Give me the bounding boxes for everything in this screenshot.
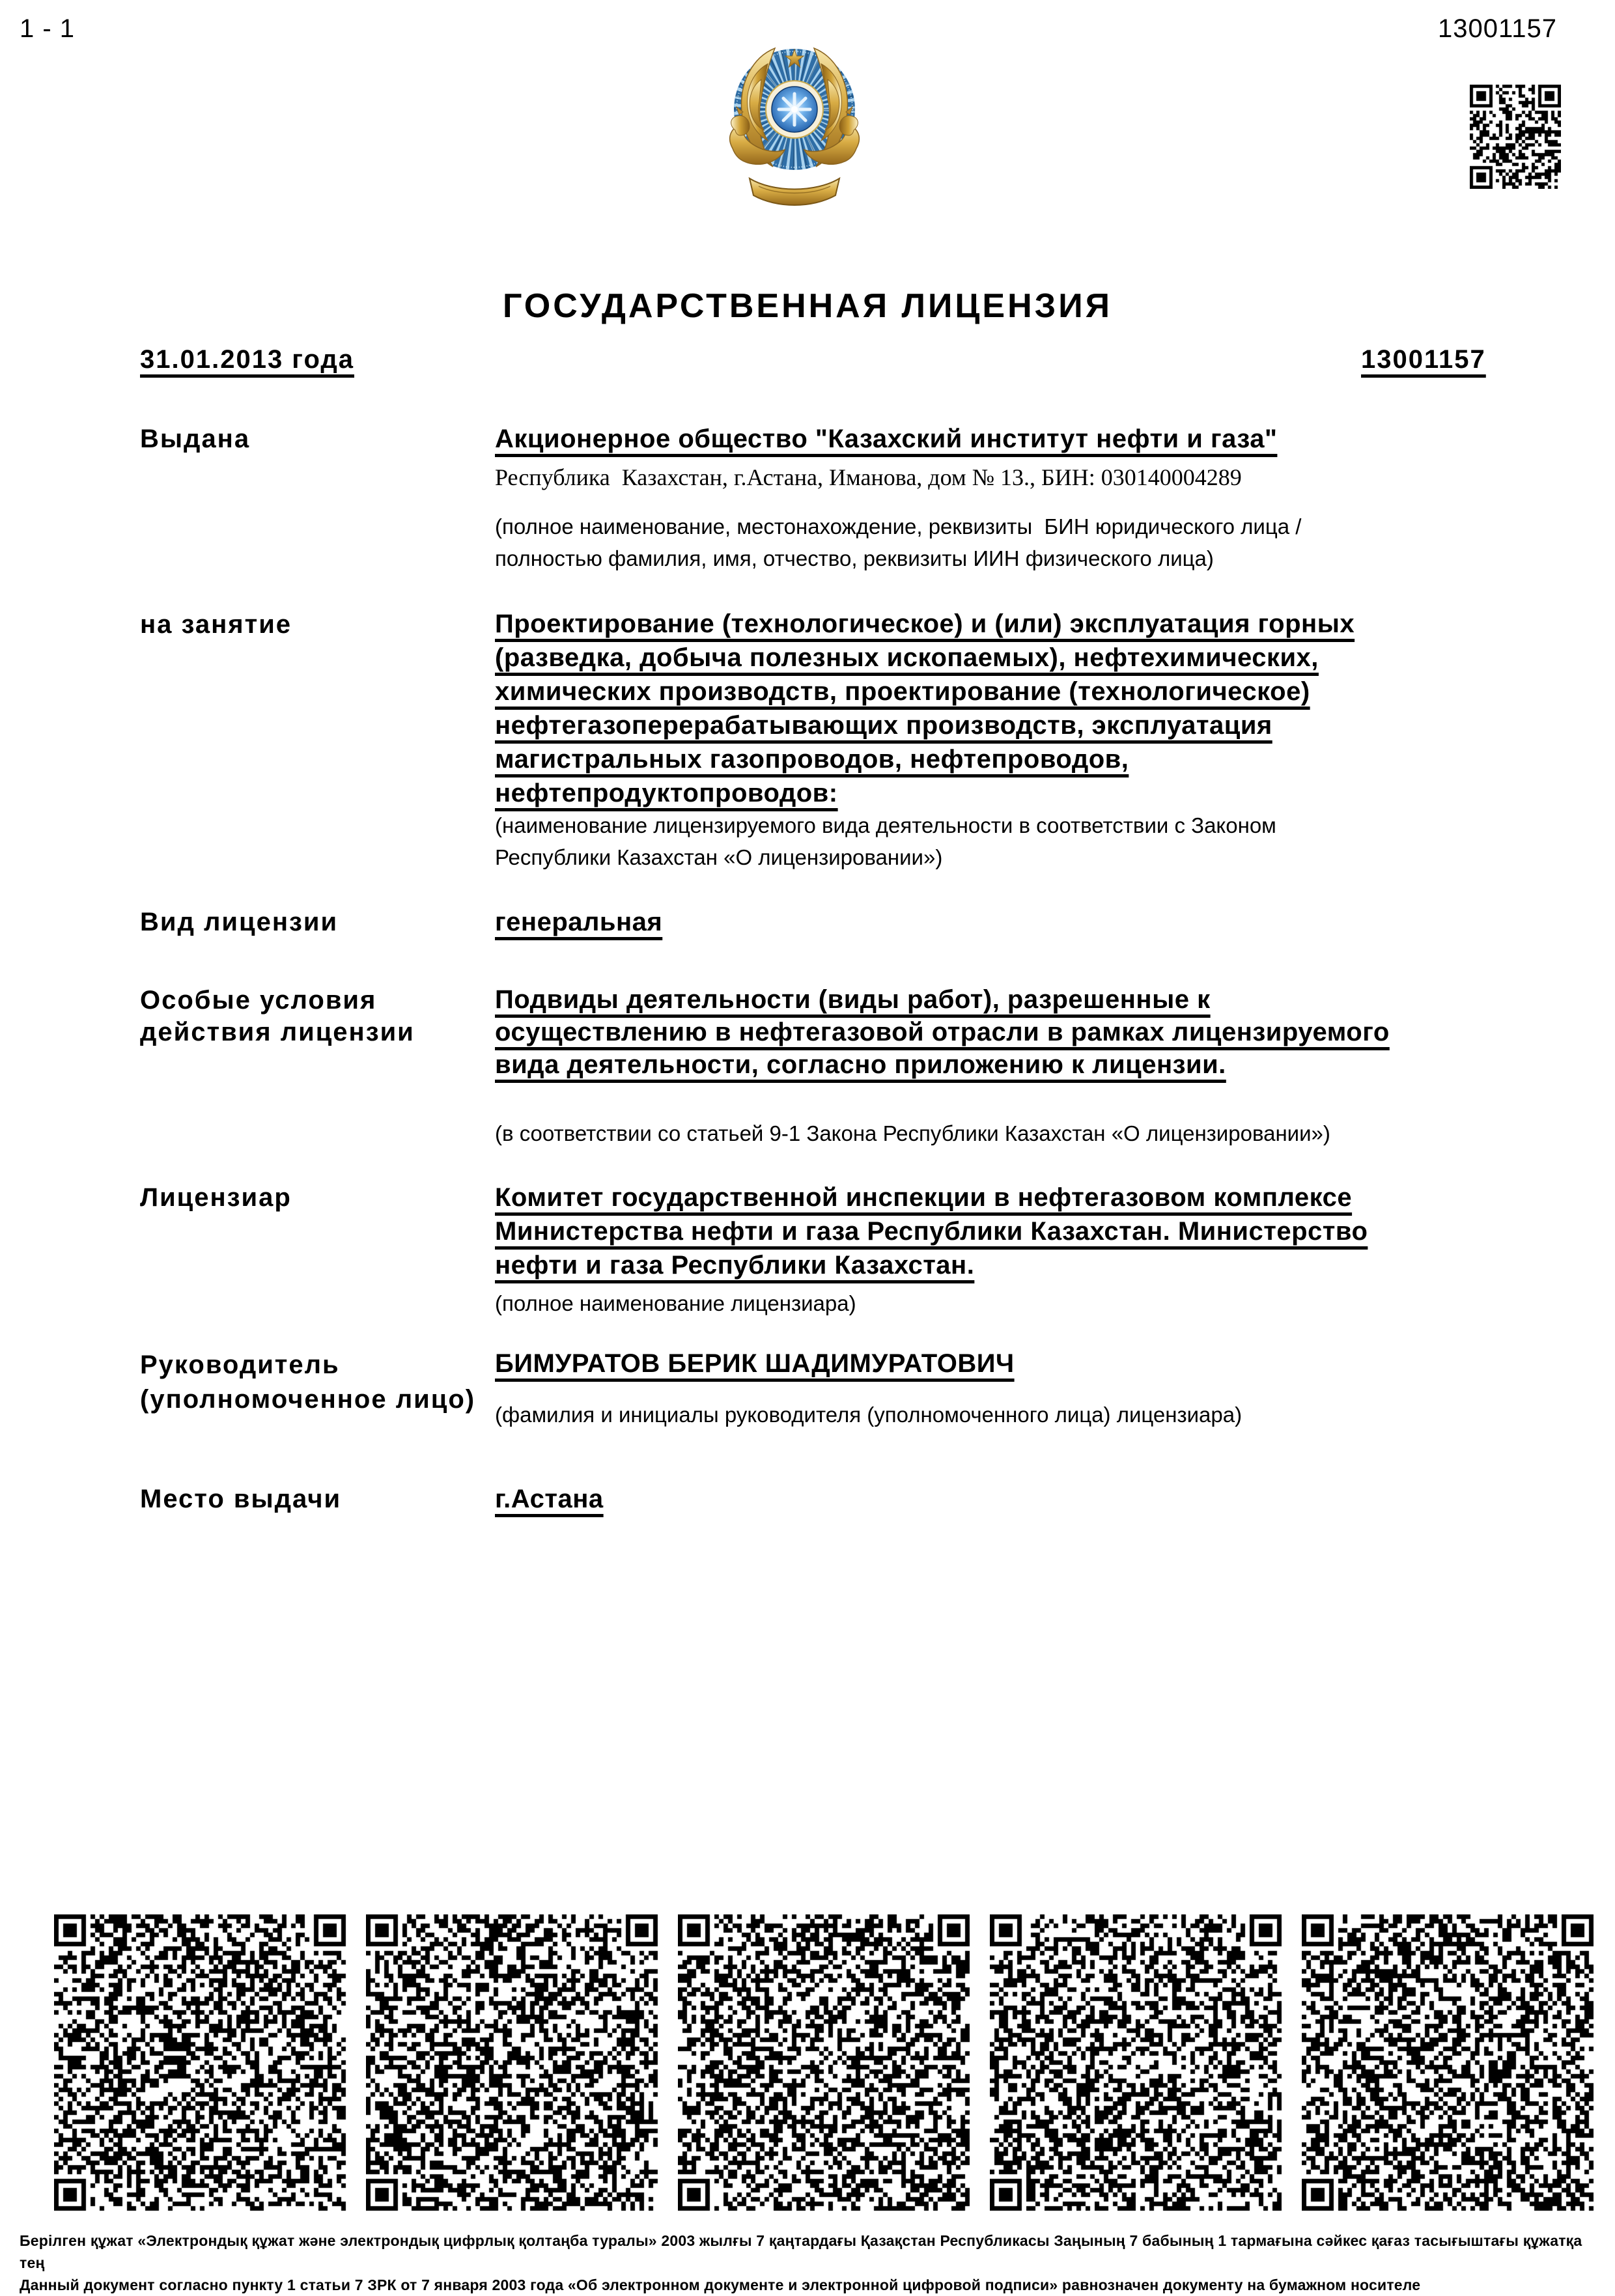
conditions-label bbox=[140, 985, 415, 1048]
note-line: (наименование лицензируемого вида деятельности в соответствии с Законом bbox=[495, 813, 1276, 837]
licensor-label: Лицензиар bbox=[140, 1183, 292, 1212]
licensor-value bbox=[495, 1181, 1511, 1282]
value-line: нефтегазоперерабатывающих производств, эксплуатация bbox=[495, 711, 1272, 740]
barcode-block bbox=[1302, 1914, 1595, 2213]
issued-to-address: Республика Казахстан, г.Астана, Иманова, дом № 13., БИН: 030140004289 bbox=[495, 464, 1242, 490]
value-line: (разведка, добыча полезных ископаемых), нефтехимических, bbox=[495, 643, 1319, 672]
qr-code bbox=[1470, 85, 1561, 189]
head-label bbox=[140, 1348, 475, 1417]
value-line: нефти и газа Республики Казахстан. bbox=[495, 1251, 975, 1280]
value-line: Министерства нефти и газа Республики Казахстан. Министерство bbox=[495, 1217, 1368, 1246]
value-line: вида деятельности, согласно приложению к лицензии. bbox=[495, 1050, 1226, 1079]
document-title: ГОСУДАРСТВЕННАЯ ЛИЦЕНЗИЯ bbox=[503, 287, 1112, 325]
value-line: Проектирование (технологическое) и (или) эксплуатация горных bbox=[495, 609, 1355, 638]
license-type-label: Вид лицензии bbox=[140, 908, 339, 936]
note-line: (полное наименование, местонахождение, реквизиты БИН юридического лица / bbox=[495, 514, 1302, 539]
issued-to-label: Выдана bbox=[140, 425, 251, 453]
issue-date: 31.01.2013 года bbox=[140, 345, 354, 374]
head-value: БИМУРАТОВ БЕРИК ШАДИМУРАТОВИЧ bbox=[495, 1349, 1015, 1378]
license-number: 13001157 bbox=[1361, 345, 1486, 374]
page-counter: 1 - 1 bbox=[20, 14, 76, 43]
barcode-block bbox=[366, 1914, 659, 2213]
conditions-value bbox=[495, 983, 1511, 1081]
legal-footer bbox=[20, 2230, 1595, 2296]
value-line: Подвиды деятельности (виды работ), разрешенные к bbox=[495, 985, 1211, 1014]
label-line: Руководитель bbox=[140, 1351, 340, 1379]
footer-line-russian: Данный документ согласно пункту 1 статьи 7 ЗРК от 7 января 2003 года «Об электронном документе и электронной цифровой подписи» равнозначен документу на бумажном носителе bbox=[20, 2276, 1421, 2293]
value-line: нефтепродуктопроводов: bbox=[495, 779, 838, 807]
place-label: Место выдачи bbox=[140, 1485, 342, 1513]
activity-label: на занятие bbox=[140, 610, 292, 639]
barcode-block bbox=[990, 1914, 1283, 2213]
conditions-note: (в соответствии со статьей 9-1 Закона Республики Казахстан «О лицензировании») bbox=[495, 1121, 1330, 1145]
value-line: осуществлению в нефтегазовой отрасли в рамках лицензируемого bbox=[495, 1018, 1390, 1046]
licensor-note: (полное наименование лицензиара) bbox=[495, 1291, 856, 1315]
label-line: действия лицензии bbox=[140, 1018, 415, 1046]
issued-to-note bbox=[495, 511, 1511, 574]
value-line: Комитет государственной инспекции в нефтегазовом комплексе bbox=[495, 1183, 1353, 1212]
barcode-strip bbox=[54, 1914, 1597, 2213]
note-line: полностью фамилия, имя, отчество, реквизиты ИИН физического лица) bbox=[495, 546, 1214, 570]
kazakhstan-coat-of-arms-icon bbox=[713, 38, 876, 208]
label-line: (уполномоченное лицо) bbox=[140, 1385, 476, 1414]
issued-to-value: Акционерное общество "Казахский институт нефти и газа" bbox=[495, 425, 1278, 453]
label-line: Особые условия bbox=[140, 986, 377, 1015]
activity-value bbox=[495, 607, 1511, 810]
barcode-block bbox=[678, 1914, 971, 2213]
value-line: магистральных газопроводов, нефтепроводов, bbox=[495, 745, 1129, 774]
license-type-value: генеральная bbox=[495, 908, 663, 936]
license-number-header: 13001157 bbox=[1438, 14, 1557, 43]
value-line: химических производств, проектирование (технологическое) bbox=[495, 677, 1310, 706]
footer-line-kazakh: Берілген құжат «Электрондық құжат және электрондық цифрлық қолтаңба туралы» 2003 жылғы 7 қаңтардағы Қазақстан Республикасы Заңының 7 бабының 1 тармағына сәйкес қағаз тасығыштағы құжатқа тең bbox=[20, 2232, 1582, 2271]
place-value: г.Астана bbox=[495, 1485, 604, 1513]
barcode-block bbox=[54, 1914, 347, 2213]
activity-note bbox=[495, 809, 1511, 873]
note-line: Республики Казахстан «О лицензировании») bbox=[495, 845, 943, 869]
head-note: (фамилия и инициалы руководителя (уполномоченного лица) лицензиара) bbox=[495, 1403, 1243, 1427]
